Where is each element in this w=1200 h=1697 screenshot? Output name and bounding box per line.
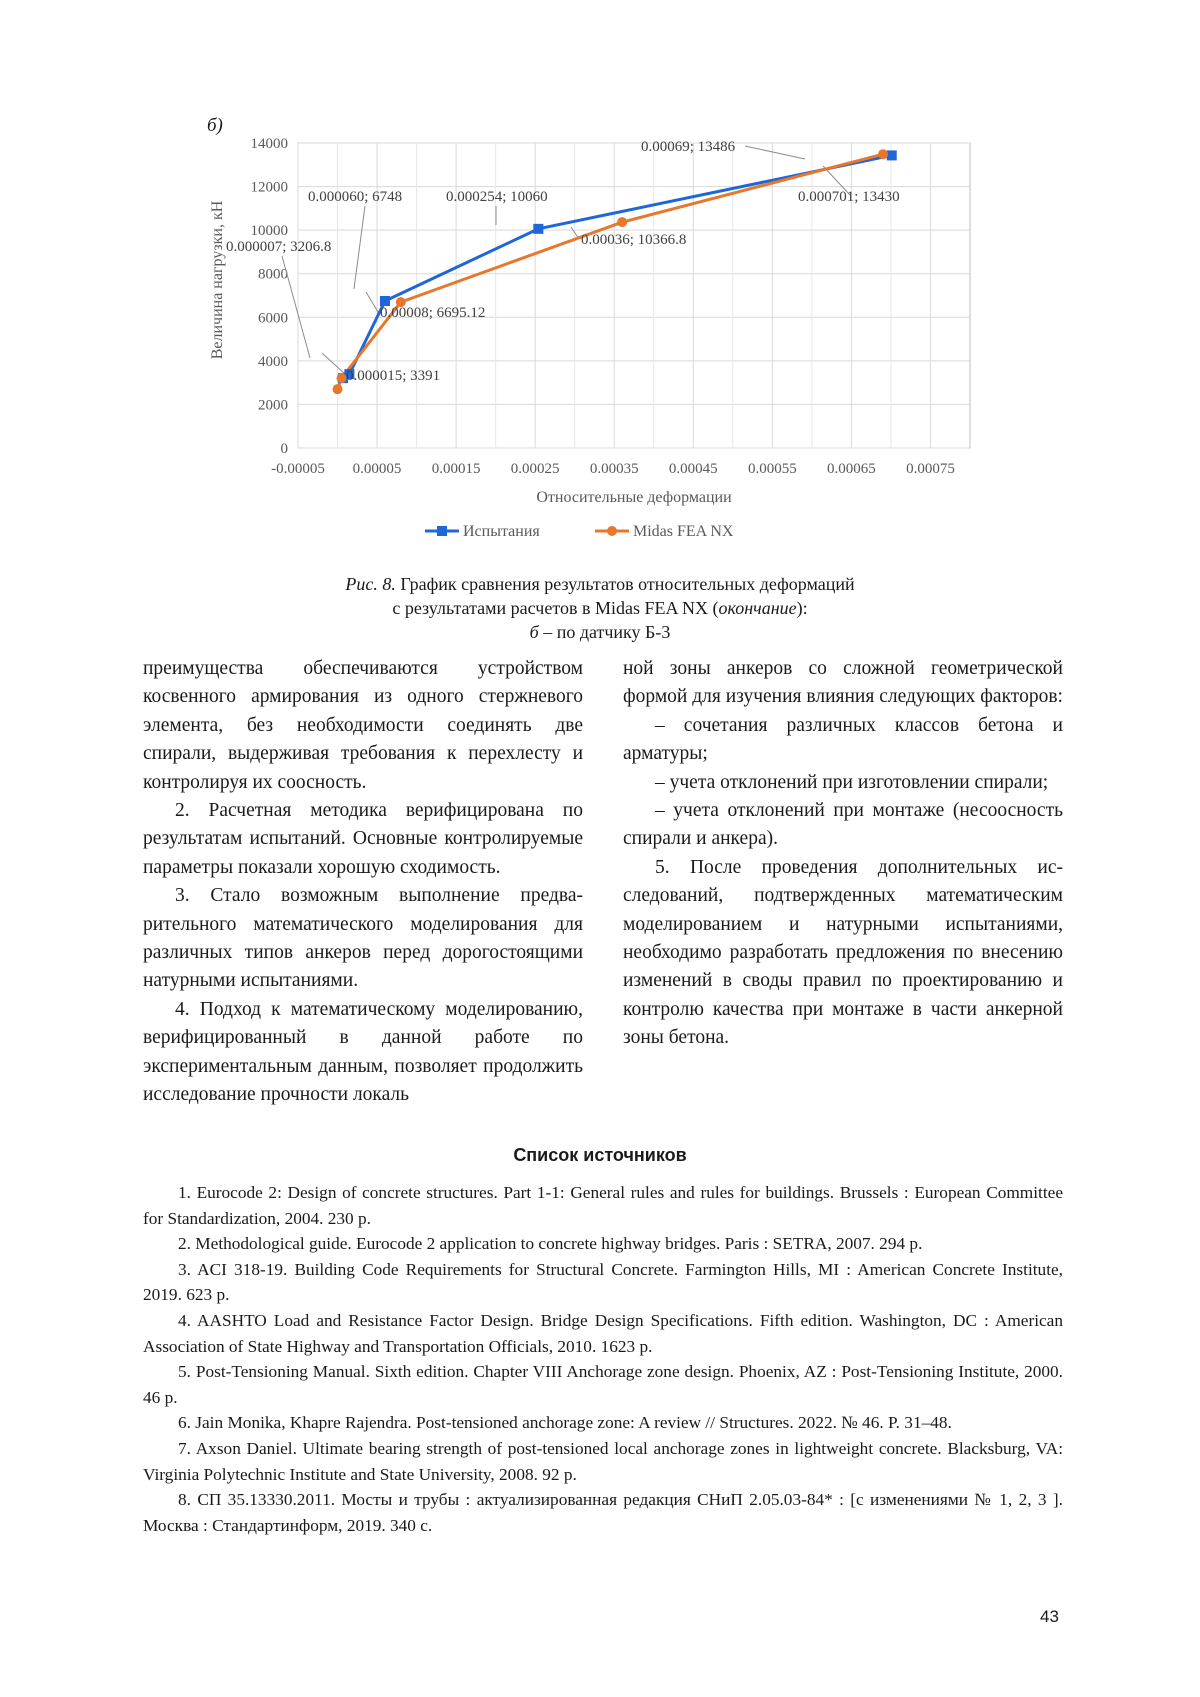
reference-item: 8. СП 35.13330.2011. Мосты и трубы : актуализированная редакция СНиП 2.05.03-84* : [с изменениями № 1, 2, 3 ]. Москва : Стандартинформ, 2019. 340 с. xyxy=(143,1490,1063,1535)
references-title: Список источников xyxy=(513,1145,687,1165)
paragraph: 4. Подход к математическому моделированию, верифицированный в данной работе по экспериментальным данным, позволяет продолжить исследование прочности локаль xyxy=(143,998,583,1106)
figure-sublabel: б) xyxy=(207,115,223,136)
x-tick-label: 0.00035 xyxy=(589,461,639,477)
left-text-column xyxy=(143,655,583,1110)
data-label: 0.000254; 10060 xyxy=(446,189,548,205)
figure-caption-text-2: с результатами расчетов в Midas FEA NX ( xyxy=(392,598,719,618)
y-tick-label: 14000 xyxy=(250,136,288,152)
strain-load-chart xyxy=(200,128,1000,568)
data-point xyxy=(878,149,888,159)
data-label: 0.00036; 10366.8 xyxy=(581,232,687,248)
data-point xyxy=(333,384,343,394)
references-list xyxy=(143,1180,1063,1538)
legend-marker xyxy=(437,526,447,536)
paragraph: 2. Расчетная методика верифицирована по результатам испытаний. Основные контролируемые параметры показали хорошую сходимость. xyxy=(143,800,583,878)
reference-item: 7. Axson Daniel. Ultimate bearing strength of post-tensioned local anchorage zones in lightweight concrete. Blacksburg, VA: Virginia Polytechnic Institute and State University, 2008. 92 p. xyxy=(143,1438,1063,1484)
reference-item: 2. Methodological guide. Eurocode 2 application to concrete highway bridges. Paris : SETRA, 2007. 294 p. xyxy=(178,1234,923,1254)
reference-item: 4. AASHTO Load and Resistance Factor Design. Bridge Design Specifications. Fifth edition. Washington, DC : American Association of State Highway and Transportation Officials, 2010. 1623 p. xyxy=(143,1310,1063,1356)
figure-caption-suffix-2: ): xyxy=(796,598,808,618)
reference-item: 3. ACI 318-19. Building Code Requirements for Structural Concrete. Farmington Hills, MI : American Concrete Institute, 2019. 623 p. xyxy=(143,1259,1063,1305)
figure-caption-text-1: График сравнения результатов относительных деформаций xyxy=(395,574,855,594)
legend-label: Испытания xyxy=(463,523,540,540)
x-tick-label: 0.00065 xyxy=(827,461,876,477)
paragraph: ной зоны анкеров со сложной геометрической формой для изучения влияния следующих факторов: xyxy=(623,658,1063,708)
figure-caption-text-3: – по датчику Б-3 xyxy=(538,622,671,642)
figure-caption-line-3 xyxy=(140,620,1060,644)
paragraph: 3. Стало возможным выполнение предварительного математического моделирования для различных типов анкеров перед дорогостоящими натурными испытаниями. xyxy=(143,885,583,992)
y-tick-label: 10000 xyxy=(250,223,288,240)
x-tick-label: 0.00005 xyxy=(352,461,402,477)
paragraph: преимущества обеспечиваются устройством косвенного армирования из одного стержневого элемента, без необходимости соединять две спирали, выдерживая требования к перехлесту и контролируя их соосность. xyxy=(143,658,583,793)
x-tick-label: 0.00045 xyxy=(668,461,718,477)
y-tick-label: 8000 xyxy=(258,266,288,283)
figure-caption-italic-3: б xyxy=(529,622,539,642)
right-text-column xyxy=(623,655,1063,1053)
data-label: 0.000701; 13430 xyxy=(798,189,900,205)
x-tick-label: -0.00005 xyxy=(271,461,325,477)
x-tick-label: 0.00025 xyxy=(510,461,560,477)
figure-number: Рис. 8. xyxy=(345,574,396,594)
data-point xyxy=(617,217,627,227)
legend-marker xyxy=(607,526,617,536)
x-tick-label: 0.00055 xyxy=(747,461,797,477)
legend-label: Midas FEA NX xyxy=(633,523,734,540)
figure-caption-line-1 xyxy=(140,572,1060,596)
y-axis-label: Величина нагрузки, кН xyxy=(209,200,226,360)
reference-item: 1. Eurocode 2: Design of concrete structures. Part 1-1: General rules and rules for buildings. Brussels : European Committee for Standardization, 2004. 230 p. xyxy=(143,1183,1063,1228)
x-axis-label: Относительные деформации xyxy=(536,489,732,506)
data-point xyxy=(887,150,897,160)
data-label: 0.000060; 6748 xyxy=(308,189,403,205)
data-point xyxy=(533,224,543,234)
figure-caption-line-2 xyxy=(140,596,1060,620)
reference-item: 5. Post-Tensioning Manual. Sixth edition. Chapter VIII Anchorage zone design. Phoenix, AZ : Post-Tensioning Institute, 2000. 46 p. xyxy=(143,1362,1063,1407)
data-label: 0.000007; 3206.8 xyxy=(226,239,332,255)
x-tick-labels xyxy=(271,461,955,477)
paragraph: – учета отклонений при монтаже (несоосность спирали и анкера). xyxy=(623,800,1063,850)
data-label: 0.00008; 6695.12 xyxy=(380,305,486,321)
data-label: 0.00069; 13486 xyxy=(641,139,736,155)
x-tick-label: 0.00015 xyxy=(431,461,481,477)
y-tick-label: 2000 xyxy=(258,397,288,414)
page-number: 43 xyxy=(1040,1607,1059,1626)
paragraph: 5. После проведения дополнительных исследований, подтвержденных математическим моделированием и натурными испытаниями, необходимо разработать предложения по внесению изменений в своды правил по проектированию и контролю качества при монтаже в части анкерной зоны бетона. xyxy=(623,856,1063,1049)
y-tick-label: 6000 xyxy=(258,310,288,327)
y-tick-label: 4000 xyxy=(258,353,288,370)
paragraph: – сочетания различных классов бетона и арматуры; xyxy=(623,714,1063,765)
y-tick-labels xyxy=(251,136,289,457)
x-tick-label: 0.00075 xyxy=(906,461,955,477)
y-tick-label: 0 xyxy=(280,441,288,457)
reference-item: 6. Jain Monika, Khapre Rajendra. Post-tensioned anchorage zone: A review // Structures. 2022. № 46. P. 31–48. xyxy=(178,1413,952,1433)
y-tick-label: 12000 xyxy=(250,179,288,196)
paragraph: – учета отклонений при изготовлении спирали; xyxy=(655,771,1049,793)
data-point xyxy=(336,373,346,383)
data-label: 0.000015; 3391 xyxy=(346,368,441,384)
figure-caption-italic-2: окончание xyxy=(718,598,797,618)
chart-legend xyxy=(425,523,734,540)
